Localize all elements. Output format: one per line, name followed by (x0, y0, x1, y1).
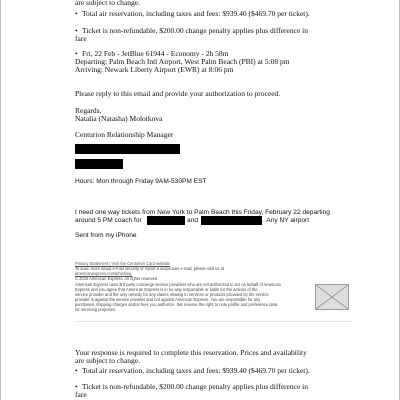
nonrefundable-text-cont: fare (75, 34, 87, 43)
footer-legal-line: provider is against the service provider and not against American Express. You are responsible for any (75, 297, 261, 302)
footer-links[interactable]: Privacy Statement | Visit the Centurion Card website (75, 261, 170, 266)
request-line-2 (75, 217, 142, 225)
signature-name: Natalia (Natasha) Molotkova (75, 114, 163, 123)
bullet-icon: • (75, 49, 78, 58)
footer-copyright: © 2015 American Express. All rights reserved (75, 276, 158, 281)
bullet-icon: • (75, 9, 78, 18)
text-subject-to-change: are subject to change. (75, 356, 140, 365)
nonrefundable-text: Ticket is non-refundable, $200.00 change penalty applies plus difference in (82, 26, 308, 35)
footer-legal-line: service provider and the only remedy for any claims relating to services or products provided by the service (75, 292, 269, 297)
request-text: and (187, 217, 199, 224)
total-fare-text: Total air reservation, including taxes and fees: $939.40 ($469.70 per ticket). (82, 9, 310, 18)
nonrefundable-text: Ticket is non-refundable, $200.00 change penalty applies plus difference in (82, 382, 308, 391)
footer-legal-line: American Express uses 3rd party concierge service providers who are not authorized to act on behalf of American (75, 282, 281, 287)
flight-line: Fri, 22 Feb - JetBlue 61944 - Economy - 2h 58m (82, 49, 229, 58)
request-text: . Any NY airport (263, 217, 310, 224)
signature-role: Centurion Relationship Manager (75, 130, 174, 139)
bullet-total-fare (75, 367, 310, 376)
total-fare-text: Total air reservation, including taxes and fees: $939.40 ($469.70 per ticket). (82, 366, 310, 375)
sent-from-iphone: Sent from my iPhone (75, 232, 137, 239)
flight-arriving: Arriving: Newark Liberty Airport (EWR) at 8:06 pm (75, 65, 234, 74)
footer-security: To learn more about e-mail security or report a suspicious e-mail, please visit us at (75, 266, 225, 271)
bullet-icon: • (75, 366, 78, 375)
redacted-block (201, 216, 262, 225)
bullet-nonrefundable (75, 383, 308, 392)
regards: Regards, (75, 106, 102, 115)
footer-legal-line: Express and you agree that American Express is in no way responsible or liable for the actions of the (75, 287, 258, 292)
bullet-icon: • (75, 382, 78, 391)
office-hours: Hours: Mon through Friday 9AM-530PM EST (75, 178, 207, 185)
redacted-block (75, 144, 180, 154)
redacted-block (75, 159, 123, 169)
reply-request: Please reply to this email and provide your authorization to proceed. (75, 89, 281, 98)
response-required: Your response is required to complete this reservation. Prices and availability (75, 348, 307, 357)
footer-phishing-link[interactable]: americanexpress.com/phishing. (75, 271, 133, 276)
footer-legal-line: for servicing purposes. (75, 307, 117, 312)
footer-legal-line: purchases, shipping charges and/or fees you authorize. We reserve the right to note profile and preference data (75, 302, 278, 307)
bullet-icon: • (75, 26, 78, 35)
bullet-total-fare (75, 10, 310, 19)
bullet-nonrefundable (75, 27, 308, 36)
request-text: around 5 PM coach for (75, 217, 142, 224)
redacted-block (147, 216, 185, 225)
divider (75, 321, 351, 322)
flight-departing: Departing: Palm Beach Intl Airport, West Palm Beach (PBI) at 5:08 pm (75, 57, 290, 66)
text-subject-to-change: are subject to change. (75, 0, 140, 7)
nonrefundable-text-cont: fare (75, 390, 87, 399)
broken-image-icon (315, 284, 349, 310)
request-line-1: I need one way tickets from New York to Palm Beach this Friday, February 22 departing (75, 209, 330, 216)
